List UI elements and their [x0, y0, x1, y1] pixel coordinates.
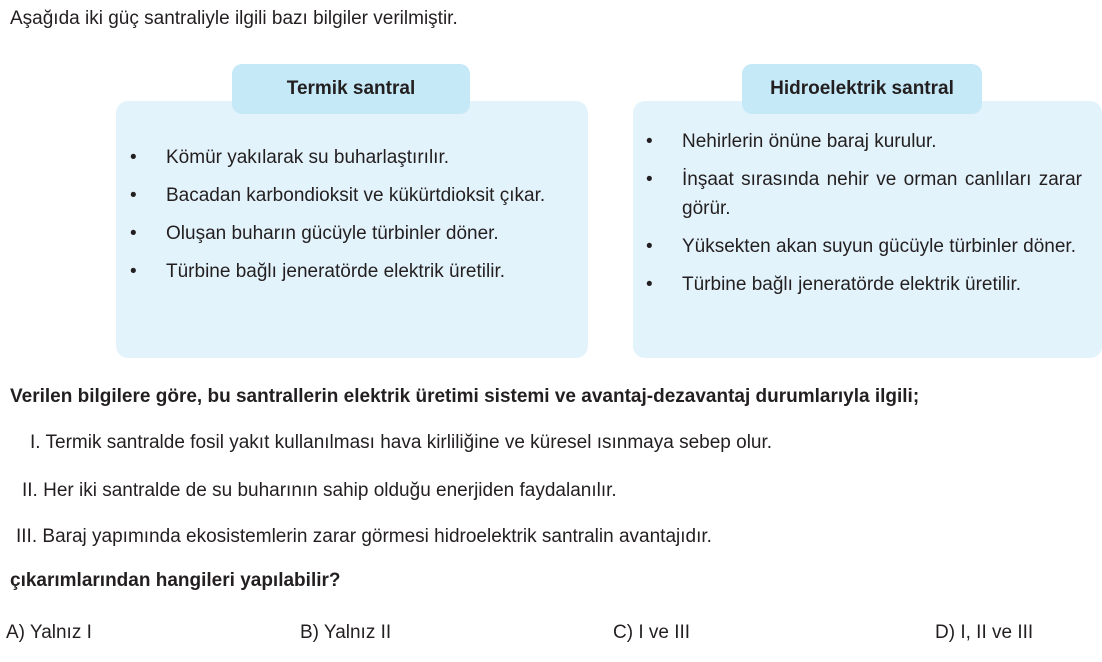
list-item: • İnşaat sırasında nehir ve orman canlıları zarar görür.: [646, 165, 1082, 223]
bullet-icon: •: [646, 131, 653, 152]
statement-2: [22, 480, 617, 502]
list-item: • Nehirlerin önüne baraj kurulur.: [646, 127, 1082, 156]
list-item: • Yüksekten akan suyun gücüyle türbinler döner.: [646, 232, 1082, 261]
statement-text: Baraj yapımında ekosistemlerin zarar görmesi hidroelektrik santralin avantajıdır.: [42, 526, 712, 547]
statement-number: II.: [22, 480, 38, 501]
bullet-icon: •: [130, 147, 137, 168]
statement-3: [16, 526, 712, 548]
question-prompt: çıkarımlarından hangileri yapılabilir?: [10, 570, 341, 591]
statement-text: Termik santralde fosil yakıt kullanılması hava kirliliğine ve küresel ısınmaya sebep olur.: [45, 432, 773, 453]
thermal-plant-list: [130, 143, 566, 295]
option-b[interactable]: B) Yalnız II: [300, 622, 392, 643]
list-item: • Oluşan buharın gücüyle türbinler döner.: [130, 219, 566, 248]
bullet-icon: •: [130, 185, 137, 206]
question-stem: Verilen bilgilere göre, bu santrallerin elektrik üretimi sistemi ve avantaj-dezavantaj durumlarıyla ilgili;: [10, 386, 920, 407]
statement-number: I.: [30, 432, 41, 453]
list-item: • Kömür yakılarak su buharlaştırılır.: [130, 143, 566, 172]
list-item: • Türbine bağlı jeneratörde elektrik üretilir.: [646, 270, 1082, 299]
hydro-plant-list: [646, 127, 1082, 308]
statement-number: III.: [16, 526, 38, 547]
statement-text: Her iki santralde de su buharının sahip olduğu enerjiden faydalanılır.: [43, 480, 617, 501]
bullet-icon: •: [646, 169, 653, 190]
option-a[interactable]: A) Yalnız I: [6, 622, 92, 643]
bullet-icon: •: [130, 261, 137, 282]
intro-text: Aşağıda iki güç santraliyle ilgili bazı bilgiler verilmiştir.: [10, 8, 458, 29]
option-c[interactable]: C) I ve III: [613, 622, 691, 643]
thermal-plant-title: Termik santral: [232, 64, 470, 114]
statement-1: [30, 432, 772, 454]
list-item: • Bacadan karbondioksit ve kükürtdioksit çıkar.: [130, 181, 566, 210]
bullet-icon: •: [646, 274, 653, 295]
bullet-icon: •: [130, 223, 137, 244]
bullet-icon: •: [646, 236, 653, 257]
hydro-plant-title: Hidroelektrik santral: [742, 64, 982, 114]
list-item: • Türbine bağlı jeneratörde elektrik üretilir.: [130, 257, 566, 286]
option-d[interactable]: D) I, II ve III: [935, 622, 1034, 643]
